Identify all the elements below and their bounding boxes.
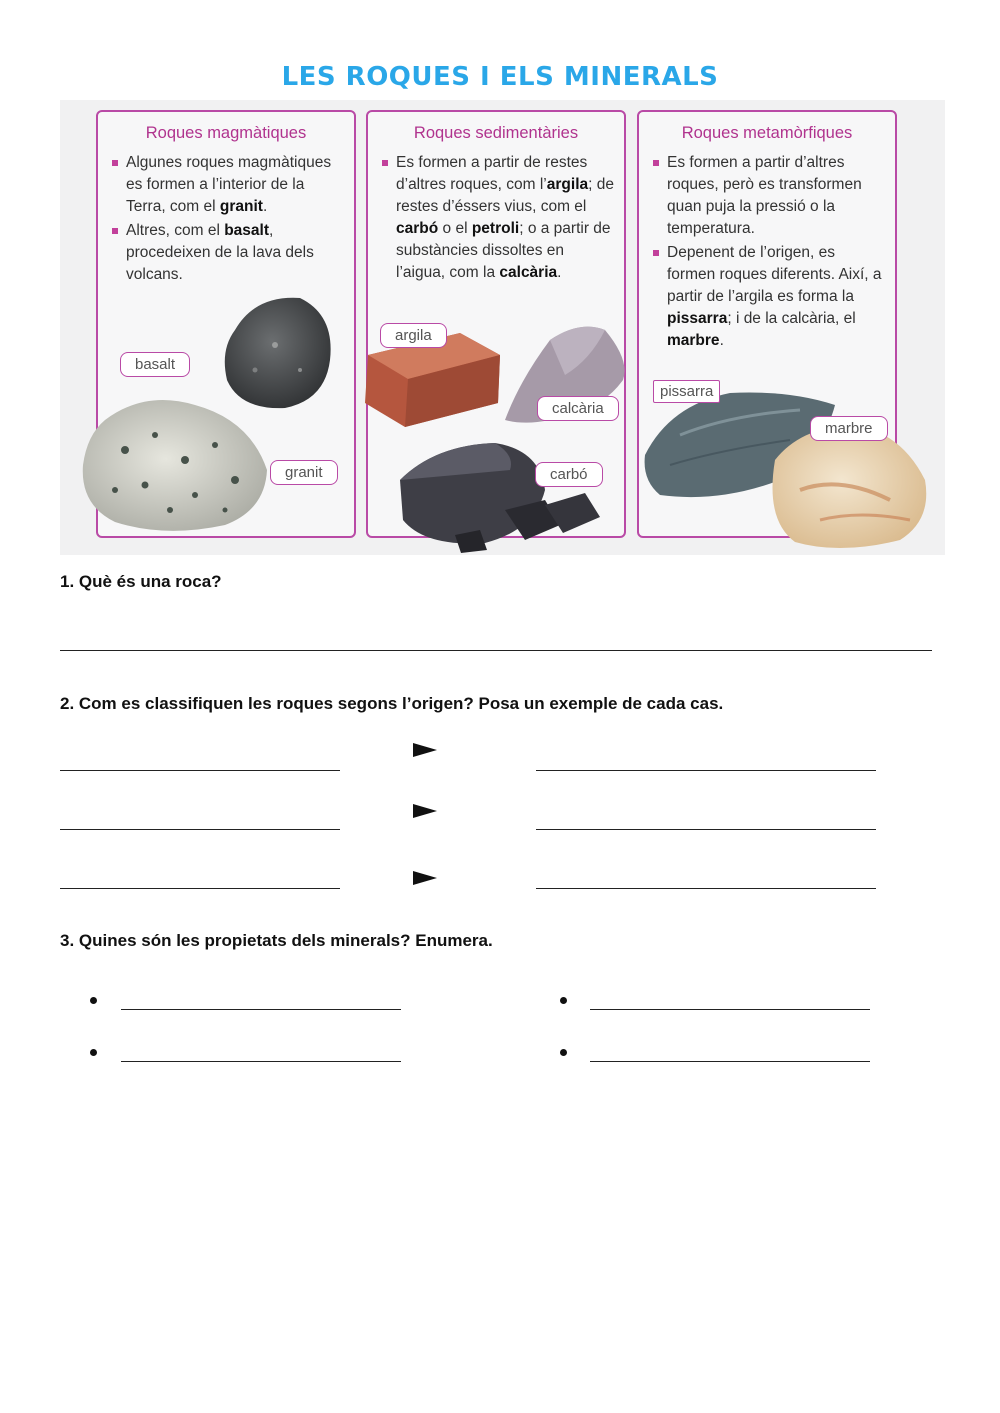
right-pointer-icon xyxy=(413,804,437,818)
label-basalt: basalt xyxy=(120,352,190,377)
text-run: . xyxy=(719,332,724,349)
coal-rock-image xyxy=(395,435,615,555)
label-marbre: marbre xyxy=(810,416,888,441)
panel-item xyxy=(368,152,616,284)
keyword-term: granit xyxy=(219,198,263,215)
answer-line-3b[interactable] xyxy=(590,1009,870,1010)
bullet-icon xyxy=(560,997,567,1004)
label-calcaria: calcària xyxy=(537,396,619,421)
answer-line-2b-left[interactable] xyxy=(60,829,340,830)
keyword-term: pissarra xyxy=(667,310,728,327)
right-pointer-icon xyxy=(413,871,437,885)
label-granit: granit xyxy=(270,460,338,485)
answer-line-2c-left[interactable] xyxy=(60,888,340,889)
keyword-term: argila xyxy=(546,176,589,193)
panel-item xyxy=(639,152,887,240)
panel-item xyxy=(98,152,346,218)
text-run: Algunes roques magmàtiques es formen a l’interior de la Terra, com el xyxy=(126,154,332,215)
bullet-icon xyxy=(90,997,97,1004)
question-3: 3. Quines són les propietats dels minerals? Enumera. xyxy=(60,931,493,950)
keyword-term: basalt xyxy=(224,222,270,239)
text-run: Es formen a partir de restes d’altres roques, com l’ xyxy=(396,154,588,193)
answer-line-2a-left[interactable] xyxy=(60,770,340,771)
page-title: LES ROQUES I ELS MINERALS xyxy=(281,62,719,92)
label-pissarra: pissarra xyxy=(653,380,720,403)
text-run: Es formen a partir d’altres roques, però es transformen quan puja la pressió o la temperatura. xyxy=(667,154,862,237)
panel-item xyxy=(639,242,887,352)
bullet-icon xyxy=(90,1049,97,1056)
text-run: Depenent de l’origen, es formen roques diferents. Així, a partir de l’argila es forma la xyxy=(667,244,882,305)
answer-line-3d[interactable] xyxy=(590,1061,870,1062)
answer-line-2b-right[interactable] xyxy=(536,829,876,830)
text-run: ; de restes d’éssers vius, com el xyxy=(396,176,614,215)
keyword-term: calcària xyxy=(499,264,558,281)
question-2: 2. Com es classifiquen les roques segons l’origen? Posa un exemple de cada cas. xyxy=(60,694,724,713)
answer-line-2a-right[interactable] xyxy=(536,770,876,771)
label-carbo: carbó xyxy=(535,462,603,487)
bullet-icon xyxy=(560,1049,567,1056)
panel-heading: Roques metamòrfiques xyxy=(681,124,853,142)
panel-item xyxy=(98,220,346,286)
panel-heading: Roques sedimentàries xyxy=(413,124,579,142)
answer-line-3a[interactable] xyxy=(121,1009,401,1010)
rocks-figure xyxy=(60,100,945,555)
panel-heading: Roques magmàtiques xyxy=(145,124,307,142)
label-argila: argila xyxy=(380,323,447,348)
answer-line-3c[interactable] xyxy=(121,1061,401,1062)
keyword-term: marbre xyxy=(667,332,720,349)
text-run: ; i de la calcària, el xyxy=(727,310,856,327)
text-run: o el xyxy=(438,220,472,237)
answer-line-2c-right[interactable] xyxy=(536,888,876,889)
right-pointer-icon xyxy=(413,743,437,757)
answer-line-1[interactable] xyxy=(60,650,932,651)
text-run: . xyxy=(262,198,268,215)
granite-rock-image xyxy=(75,390,275,540)
keyword-term: petroli xyxy=(471,220,520,237)
text-run: Altres, com el xyxy=(126,222,225,239)
text-run: , procedeixen de la lava dels volcans. xyxy=(126,222,314,283)
keyword-term: carbó xyxy=(396,220,439,237)
question-1: 1. Què és una roca? xyxy=(60,572,222,591)
text-run: . xyxy=(557,264,562,281)
text-run: ; o a partir de substàncies dissoltes en l’aigua, com la xyxy=(396,220,611,281)
